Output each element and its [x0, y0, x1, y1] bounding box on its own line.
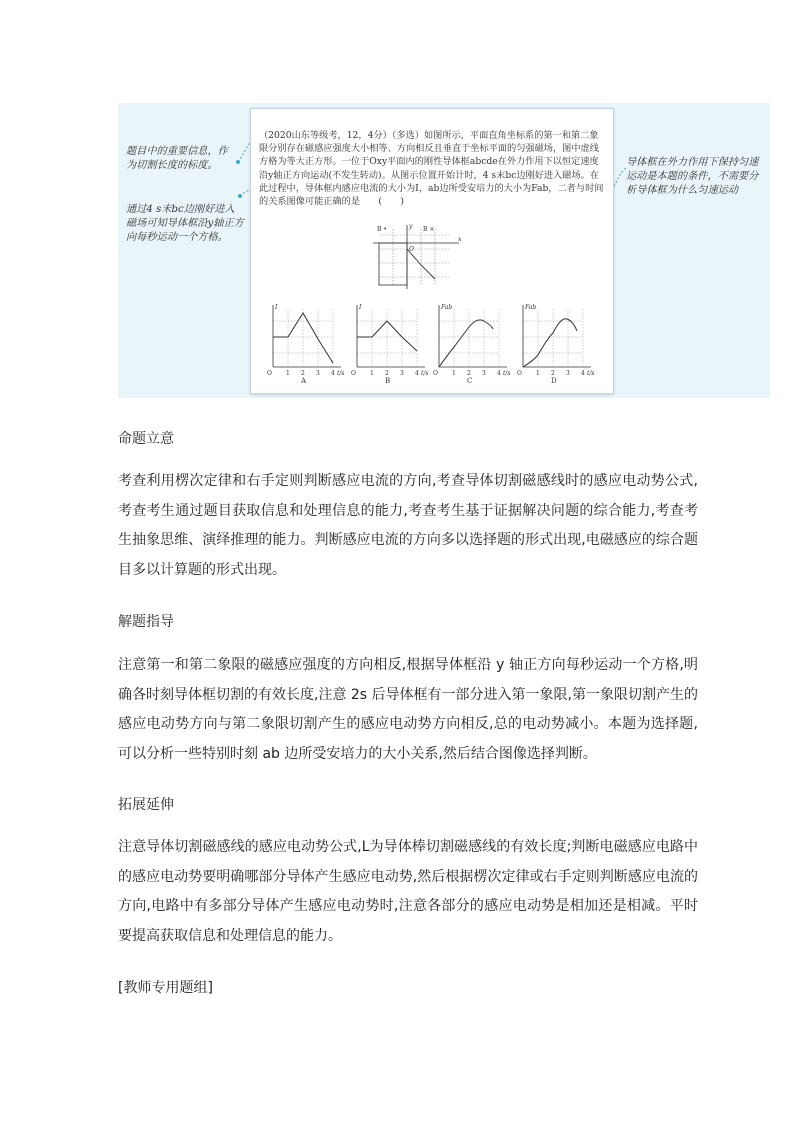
section-heading-extension: 拓展延伸	[118, 797, 174, 813]
tick-label: 1	[286, 370, 290, 377]
tick-label: 1	[536, 370, 540, 377]
tick-label: 2	[467, 370, 471, 377]
graph-d-ylabel: Fab	[525, 304, 537, 311]
diagram-y-axis-label: y	[409, 223, 413, 230]
tick-label: 3	[316, 370, 320, 377]
graph-d-label: D	[551, 377, 557, 383]
problem-text: （2020山东等级考，12，4分）（多选）如图所示，平面直角坐标系的第一和第二象限分别存在磁感应强度大小相等、方向相反且垂直于坐标平面的匀强磁场，图中虚线方格为等大正方形。一位于Oxy平面内的刚性导体框abcde在外力作用下以恒定速度沿y轴正方向运动(不发生转动)。从图示位置开始计时，4 s末bc边刚好进入磁场。在此过程中，导体框内感应电流的大小为I，ab边所受安培力的大小为Fab，二者与时间的关系图像可能正确的是 ( )	[259, 130, 604, 208]
tick-label: 4	[415, 370, 419, 377]
section-body-extension: 注意导体切割磁感线的感应电动势公式,L为导体棒切割磁感线的有效长度;判断电磁感应电路中的感应电动势要明确哪部分导体产生感应电动势,然后根据楞次定律或右手定则判断感应电流的方向,电路中有多部分导体产生感应电动势时,注意各部分的感应电动势是相加还是相减。平时要提高获取信息和处理信息的能力。	[118, 839, 698, 944]
graph-option-b	[351, 304, 429, 383]
tick-label: 3	[566, 370, 570, 377]
teacher-problem-set-tag: [教师专用题组]	[118, 980, 213, 996]
graph-option-d	[517, 304, 595, 383]
note-uniform-motion: 导体框在外力作用下保持匀速运动是本题的条件，不需要分析导体框为什么匀速运动	[626, 157, 759, 196]
graph-c-label: C	[467, 377, 473, 383]
tick-label: 2	[551, 370, 555, 377]
section-heading-guidance: 解题指导	[118, 614, 174, 630]
problem-card	[250, 108, 614, 394]
diagram-origin-label: O	[409, 246, 414, 253]
option-graphs	[259, 301, 605, 383]
tick-label: 4	[497, 370, 501, 377]
tick-label: 4	[331, 370, 335, 377]
graph-a-ylabel: I	[275, 304, 278, 311]
section-heading-purpose: 命题立意	[118, 431, 174, 447]
graph-a-xlabel: t/s	[337, 370, 345, 377]
note-motion-rate: 通过4 s末bc边刚好进入磁场可知导体框沿y轴正方向每秒运动一个方格。	[126, 204, 244, 243]
graph-c-ylabel: Fab	[441, 304, 453, 311]
tick-label: 2	[385, 370, 389, 377]
graph-a-label: A	[301, 377, 307, 383]
graph-d-xlabel: t/s	[587, 370, 595, 377]
graph-b-label: B	[385, 377, 391, 383]
tick-label: 3	[482, 370, 486, 377]
graph-b-xlabel: t/s	[421, 370, 429, 377]
graph-c-origin: O	[433, 370, 438, 377]
graph-c-xlabel: t/s	[503, 370, 511, 377]
graph-option-a	[267, 304, 345, 383]
tick-label: 1	[370, 370, 374, 377]
graph-option-c	[433, 304, 511, 383]
note-key-info: 题目中的重要信息，作为切割长度的标度。	[126, 146, 228, 171]
field-label-right: B ×	[423, 226, 435, 233]
tick-label: 1	[452, 370, 456, 377]
graph-a-origin: O	[267, 370, 272, 377]
graph-d-origin: O	[517, 370, 522, 377]
section-body-guidance: 注意第一和第二象限的磁感应强度的方向相反,根据导体框沿 y 轴正方向每秒运动一个方格,明确各时刻导体框切割的有效长度,注意 2s 后导体框有一部分进入第一象限,第一象限切割产生的感应电动势方向与第二象限切割产生的感应电动势方向相反,总的电动势减小。本题为选择题,可以分析一些特别时刻 ab 边所受安培力的大小关系,然后结合图像选择判断。	[118, 657, 698, 762]
field-diagram	[369, 221, 465, 291]
field-label-left: B •	[377, 226, 387, 233]
section-body-purpose: 考查利用楞次定律和右手定则判断感应电流的方向,考查导体切割磁感线时的感应电动势公式,考查考生通过题目获取信息和处理信息的能力,考查考生基于证据解决问题的综合能力,考查考生抽象思维、演绎推理的能力。判断感应电流的方向多以选择题的形式出现,电磁感应的综合题目多以计算题的形式出现。	[118, 473, 698, 578]
tick-label: 2	[301, 370, 305, 377]
graph-b-ylabel: I	[359, 304, 362, 311]
tick-label: 4	[581, 370, 585, 377]
tick-label: 3	[400, 370, 404, 377]
graph-b-origin: O	[351, 370, 356, 377]
diagram-x-axis-label: x	[458, 236, 462, 243]
